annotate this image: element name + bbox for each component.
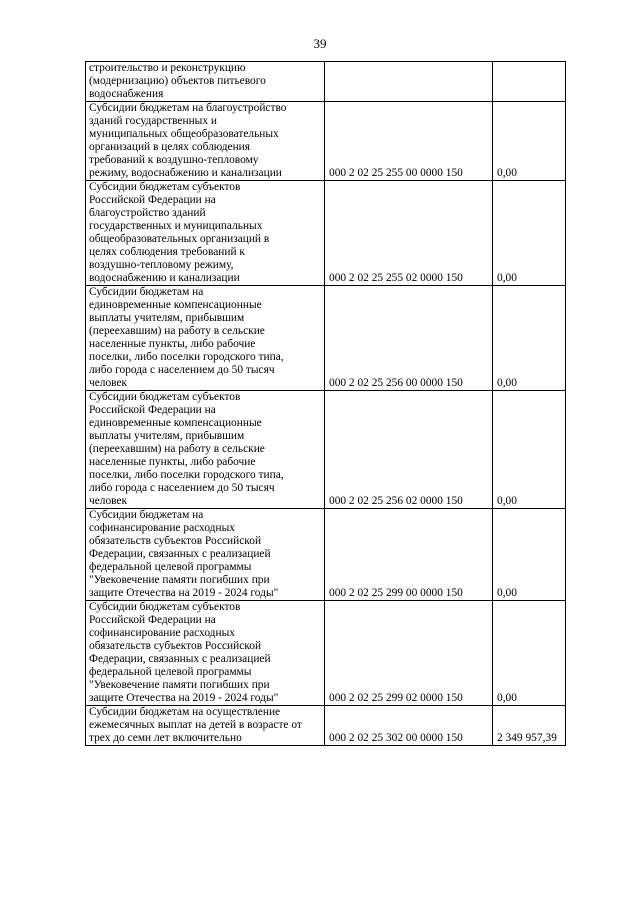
row-name-line: человек xyxy=(89,377,128,389)
row-name-line: Федерации, связанных с реализацией xyxy=(89,548,271,560)
row-name-line: ежемесячных выплат на детей в возрасте от xyxy=(89,719,302,731)
row-name-line: организаций в целях соблюдения xyxy=(89,141,251,153)
row-amount-cell: 0,00 xyxy=(493,601,566,706)
row-name-line: Федерации, связанных с реализацией xyxy=(89,653,271,665)
table-row xyxy=(86,509,566,601)
row-code-cell xyxy=(325,62,493,102)
row-amount-cell: 0,00 xyxy=(493,286,566,391)
row-name-line: защите Отечества на 2019 - 2024 годы" xyxy=(89,692,279,704)
row-name-line: обязательств субъектов Российской xyxy=(89,640,262,652)
table-row xyxy=(86,391,566,509)
row-name-line: Субсидии бюджетам субъектов xyxy=(89,601,241,613)
row-name-line: водоснабжению и канализации xyxy=(89,272,240,284)
row-name-line: режиму, водоснабжению и канализации xyxy=(89,167,282,179)
row-amount-cell: 0,00 xyxy=(493,181,566,286)
row-name-line: "Увековечение памяти погибших при xyxy=(89,574,270,586)
row-code-cell: 000 2 02 25 302 00 0000 150 xyxy=(325,706,493,746)
row-name-line: Российской Федерации на xyxy=(89,614,216,626)
row-name-line: человек xyxy=(89,495,128,507)
row-name-line: Субсидии бюджетам на xyxy=(89,286,204,298)
row-name-cell xyxy=(86,601,325,706)
row-name-line: водоснабжения xyxy=(89,88,164,100)
row-name-line: "Увековечение памяти погибших при xyxy=(89,679,270,691)
row-name-line: (переехавшим) на работу в сельские xyxy=(89,443,265,455)
row-name-cell xyxy=(86,102,325,181)
row-amount-cell: 0,00 xyxy=(493,102,566,181)
row-amount-cell xyxy=(493,62,566,102)
row-name-line: населенные пункты, либо рабочие xyxy=(89,456,256,468)
row-code-cell: 000 2 02 25 255 02 0000 150 xyxy=(325,181,493,286)
row-name-line: государственных и муниципальных xyxy=(89,220,263,232)
row-name-line: целях соблюдения требований к xyxy=(89,246,245,258)
row-code-cell: 000 2 02 25 299 02 0000 150 xyxy=(325,601,493,706)
row-name-line: строительство и реконструкцию xyxy=(89,62,246,74)
row-name-line: поселки, либо поселки городского типа, xyxy=(89,351,284,363)
row-name-line: общеобразовательных организаций в xyxy=(89,233,270,245)
row-name-line: либо города с населением до 50 тысяч xyxy=(89,482,275,494)
row-name-line: Субсидии бюджетам субъектов xyxy=(89,391,241,403)
row-name-line: населенные пункты, либо рабочие xyxy=(89,338,256,350)
row-name-line: требований к воздушно-тепловому xyxy=(89,154,259,166)
table-row xyxy=(86,62,566,102)
row-name-line: федеральной целевой программы xyxy=(89,561,252,573)
row-name-cell xyxy=(86,391,325,509)
row-name-line: Российской Федерации на xyxy=(89,404,216,416)
row-amount-cell: 0,00 xyxy=(493,391,566,509)
row-name-cell xyxy=(86,509,325,601)
row-name-line: Субсидии бюджетам на осуществление xyxy=(89,706,281,718)
row-code-cell: 000 2 02 25 256 00 0000 150 xyxy=(325,286,493,391)
table-row xyxy=(86,601,566,706)
row-code-cell: 000 2 02 25 299 00 0000 150 xyxy=(325,509,493,601)
row-code-cell: 000 2 02 25 255 00 0000 150 xyxy=(325,102,493,181)
row-name-line: Субсидии бюджетам на xyxy=(89,509,204,521)
row-name-line: Субсидии бюджетам субъектов xyxy=(89,181,241,193)
row-name-cell xyxy=(86,62,325,102)
row-name-line: софинансирование расходных xyxy=(89,522,235,534)
row-name-line: обязательств субъектов Российской xyxy=(89,535,262,547)
row-name-line: зданий государственных и xyxy=(89,115,217,127)
row-name-cell xyxy=(86,706,325,746)
row-name-line: либо города с населением до 50 тысяч xyxy=(89,364,275,376)
row-amount-cell: 2 349 957,39 xyxy=(493,706,566,746)
row-name-line: поселки, либо поселки городского типа, xyxy=(89,469,284,481)
row-name-line: муниципальных общеобразовательных xyxy=(89,128,279,140)
row-name-line: трех до семи лет включительно xyxy=(89,732,242,744)
table-row xyxy=(86,706,566,746)
row-name-line: (переехавшим) на работу в сельские xyxy=(89,325,265,337)
row-name-line: благоустройство зданий xyxy=(89,207,206,219)
row-amount-cell: 0,00 xyxy=(493,509,566,601)
row-name-line: Субсидии бюджетам на благоустройство xyxy=(89,102,287,114)
table-row xyxy=(86,181,566,286)
table-body xyxy=(86,62,566,746)
table-row xyxy=(86,102,566,181)
row-name-line: защите Отечества на 2019 - 2024 годы" xyxy=(89,587,279,599)
row-name-line: (модернизацию) объектов питьевого xyxy=(89,75,266,87)
row-name-line: Российской Федерации на xyxy=(89,194,216,206)
row-name-line: выплаты учителям, прибывшим xyxy=(89,312,245,324)
budget-revenue-table xyxy=(85,61,566,746)
row-name-cell xyxy=(86,181,325,286)
page-number: 39 xyxy=(313,36,327,51)
row-name-line: воздушно-тепловому режиму, xyxy=(89,259,234,271)
row-name-line: единовременные компенсационные xyxy=(89,299,262,311)
row-name-line: единовременные компенсационные xyxy=(89,417,262,429)
row-name-line: федеральной целевой программы xyxy=(89,666,252,678)
row-code-cell: 000 2 02 25 256 02 0000 150 xyxy=(325,391,493,509)
row-name-line: софинансирование расходных xyxy=(89,627,235,639)
row-name-cell xyxy=(86,286,325,391)
table-row xyxy=(86,286,566,391)
row-name-line: выплаты учителям, прибывшим xyxy=(89,430,245,442)
